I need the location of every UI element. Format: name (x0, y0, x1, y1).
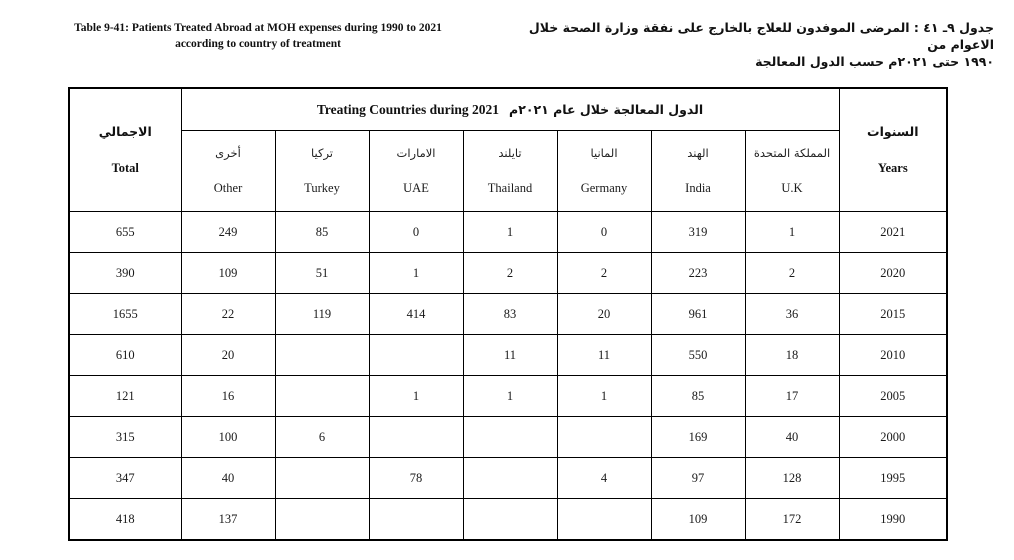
cell-turkey: 119 (275, 294, 369, 335)
cell-uk: 172 (745, 499, 839, 541)
header-country-uk-arabic: المملكة المتحدة (753, 146, 831, 160)
cell-year: 2015 (839, 294, 947, 335)
cell-india: 223 (651, 253, 745, 294)
header-country-turkey-english: Turkey (304, 181, 340, 195)
cell-other: 20 (181, 335, 275, 376)
table-row (69, 253, 947, 294)
cell-thailand: 83 (463, 294, 557, 335)
cell-total: 121 (69, 376, 181, 417)
header-country-other-english: Other (213, 181, 243, 195)
cell-germany (557, 417, 651, 458)
cell-thailand: 11 (463, 335, 557, 376)
header-country-uk-english: U.K (781, 181, 803, 195)
header-country-thailand-english: Thailand (487, 181, 533, 195)
cell-germany (557, 499, 651, 541)
cell-uk: 40 (745, 417, 839, 458)
cell-year: 2020 (839, 253, 947, 294)
page-title-english (18, 20, 498, 52)
header-row-countries (69, 131, 947, 212)
cell-turkey: 85 (275, 212, 369, 253)
table-body (69, 212, 947, 541)
table-row (69, 376, 947, 417)
header-total-english: Total (111, 161, 139, 175)
header-country-turkey (275, 131, 369, 212)
cell-uae: 414 (369, 294, 463, 335)
cell-germany: 1 (557, 376, 651, 417)
header-total-arabic: الاجمالي (98, 124, 152, 139)
cell-germany: 4 (557, 458, 651, 499)
cell-total: 1655 (69, 294, 181, 335)
header-country-other-arabic: أخرى (215, 146, 241, 160)
cell-year: 1995 (839, 458, 947, 499)
cell-other: 249 (181, 212, 275, 253)
cell-germany: 2 (557, 253, 651, 294)
cell-uae: 1 (369, 253, 463, 294)
cell-uk: 36 (745, 294, 839, 335)
cell-uk: 128 (745, 458, 839, 499)
page-title-arabic (524, 19, 994, 70)
data-table-container (68, 87, 948, 541)
cell-uae: 1 (369, 376, 463, 417)
titles-block (0, 0, 1014, 80)
table-row (69, 212, 947, 253)
cell-germany: 11 (557, 335, 651, 376)
cell-india: 550 (651, 335, 745, 376)
cell-turkey: 51 (275, 253, 369, 294)
cell-other: 40 (181, 458, 275, 499)
table-row (69, 458, 947, 499)
cell-uae: 78 (369, 458, 463, 499)
header-country-uae (369, 131, 463, 212)
cell-year: 2010 (839, 335, 947, 376)
header-country-uk (745, 131, 839, 212)
table-head (69, 88, 947, 212)
header-group-english: Treating Countries during 2021 (316, 101, 500, 117)
cell-thailand (463, 417, 557, 458)
cell-turkey (275, 376, 369, 417)
table-row (69, 499, 947, 541)
cell-india: 961 (651, 294, 745, 335)
header-country-germany-english: Germany (580, 181, 628, 195)
header-country-uae-english: UAE (403, 181, 429, 195)
header-total (69, 88, 181, 212)
cell-uae: 0 (369, 212, 463, 253)
cell-thailand (463, 458, 557, 499)
header-group-arabic: الدول المعالجة خلال عام ٢٠٢١م (509, 102, 704, 117)
cell-total: 418 (69, 499, 181, 541)
cell-thailand: 1 (463, 376, 557, 417)
cell-total: 655 (69, 212, 181, 253)
cell-year: 1990 (839, 499, 947, 541)
title-english-line2: according to country of treatment (175, 38, 341, 50)
cell-total: 610 (69, 335, 181, 376)
cell-turkey (275, 458, 369, 499)
cell-germany: 0 (557, 212, 651, 253)
header-country-india (651, 131, 745, 212)
cell-thailand: 2 (463, 253, 557, 294)
header-country-uae-arabic: الامارات (396, 146, 436, 160)
cell-total: 390 (69, 253, 181, 294)
cell-year: 2021 (839, 212, 947, 253)
cell-turkey (275, 499, 369, 541)
header-row-top (69, 88, 947, 131)
cell-india: 169 (651, 417, 745, 458)
header-country-germany-arabic: المانيا (590, 146, 618, 160)
header-years-english: Years (877, 161, 908, 175)
table-row (69, 417, 947, 458)
cell-uk: 17 (745, 376, 839, 417)
patients-treated-abroad-table (68, 87, 948, 541)
cell-uae (369, 499, 463, 541)
cell-total: 315 (69, 417, 181, 458)
cell-india: 319 (651, 212, 745, 253)
cell-uae (369, 417, 463, 458)
table-row (69, 294, 947, 335)
cell-other: 16 (181, 376, 275, 417)
cell-india: 97 (651, 458, 745, 499)
header-group-treating-countries (181, 88, 839, 131)
cell-thailand: 1 (463, 212, 557, 253)
table-row (69, 335, 947, 376)
cell-year: 2005 (839, 376, 947, 417)
cell-turkey: 6 (275, 417, 369, 458)
header-country-thailand (463, 131, 557, 212)
header-country-india-english: India (685, 181, 711, 195)
title-arabic-line2: ١٩٩٠ حتى ٢٠٢١م حسب الدول المعالجة (755, 54, 994, 69)
cell-other: 137 (181, 499, 275, 541)
cell-turkey (275, 335, 369, 376)
header-country-germany (557, 131, 651, 212)
cell-uk: 2 (745, 253, 839, 294)
title-arabic-line1: جدول ٩ـ ٤١ : المرضى الموفدون للعلاج بالخارج على نفقة وزارة الصحة خلال الاعوام من (528, 20, 994, 52)
header-country-india-arabic: الهند (687, 146, 709, 160)
cell-india: 85 (651, 376, 745, 417)
cell-india: 109 (651, 499, 745, 541)
cell-germany: 20 (557, 294, 651, 335)
cell-year: 2000 (839, 417, 947, 458)
cell-total: 347 (69, 458, 181, 499)
cell-other: 100 (181, 417, 275, 458)
header-country-other (181, 131, 275, 212)
cell-thailand (463, 499, 557, 541)
cell-uk: 1 (745, 212, 839, 253)
header-country-thailand-arabic: تايلند (498, 146, 522, 160)
title-english-line1: Table 9-41: Patients Treated Abroad at MOH expenses during 1990 to 2021 (74, 22, 442, 34)
cell-uk: 18 (745, 335, 839, 376)
header-years-arabic: السنوات (867, 124, 919, 139)
header-country-turkey-arabic: تركيا (311, 146, 333, 160)
cell-other: 109 (181, 253, 275, 294)
cell-uae (369, 335, 463, 376)
header-years (839, 88, 947, 212)
cell-other: 22 (181, 294, 275, 335)
